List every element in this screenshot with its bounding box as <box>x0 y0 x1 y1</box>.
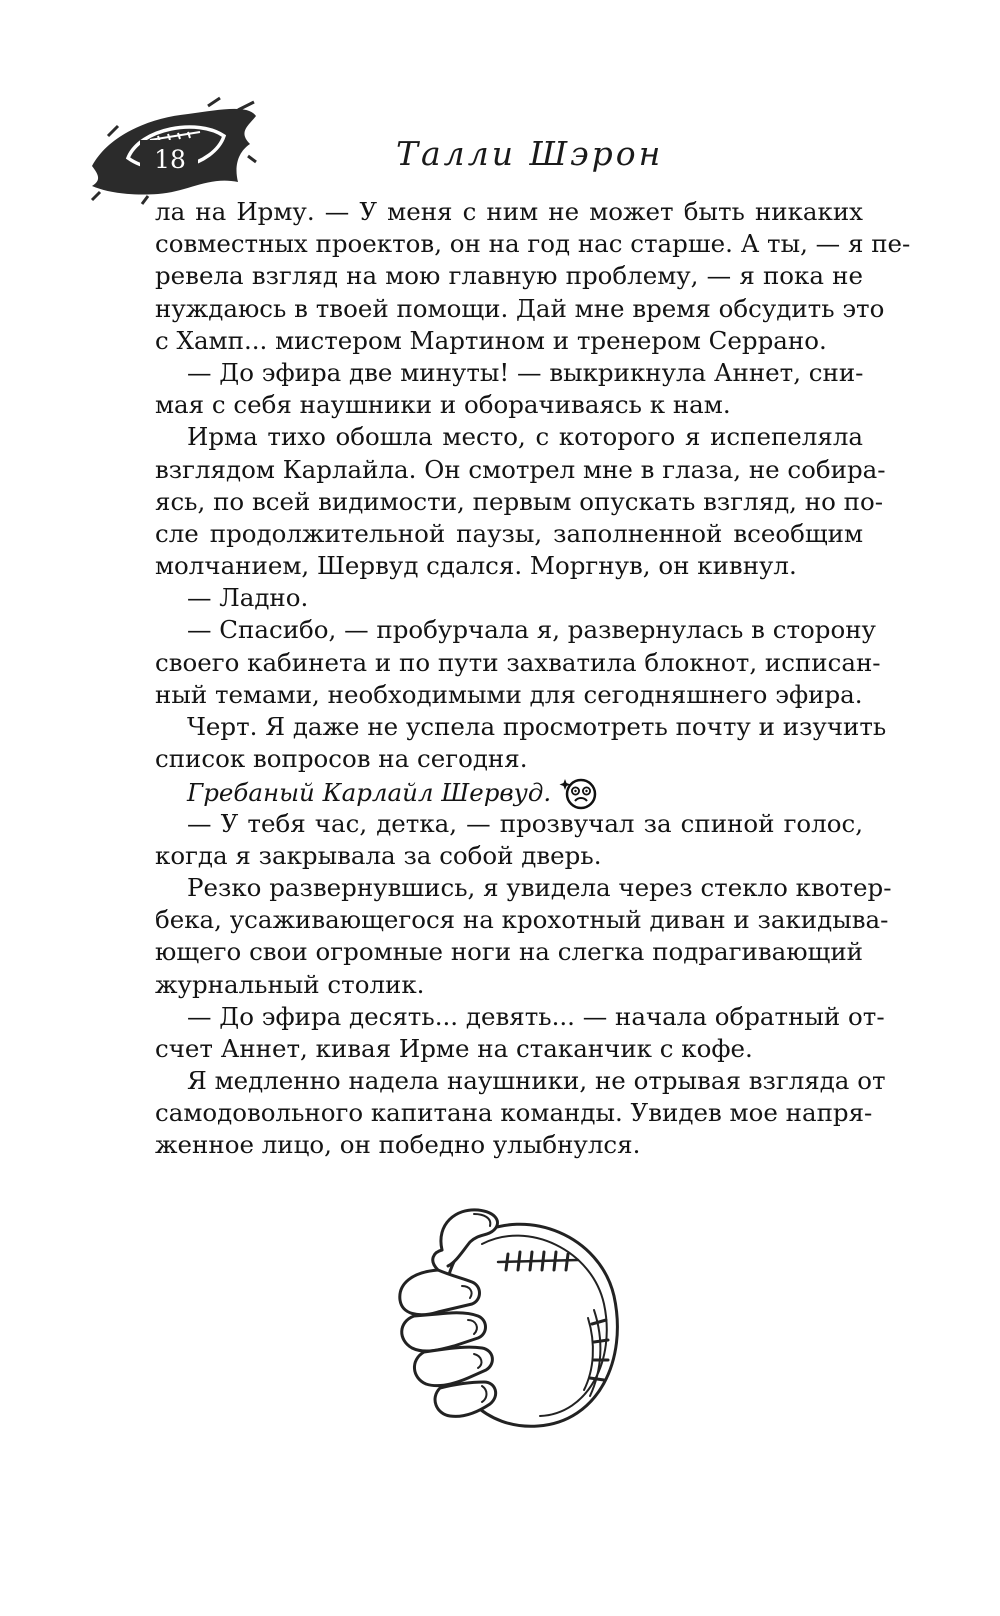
text-line <box>155 1129 863 1161</box>
text-line-content: молчанием, Шервуд сдался. Моргнув, он кивнул. <box>155 551 797 581</box>
text-line <box>155 325 863 357</box>
text-line-content: совместных проектов, он на год нас старше. А ты, — я пе- <box>155 229 911 259</box>
text-line-content: бека, усаживающегося на крохотный диван и закидыва- <box>155 905 889 935</box>
angry-face-emoji-icon <box>559 775 599 811</box>
text-line <box>155 421 863 453</box>
text-line-content: Я медленно надела наушники, не отрывая взгляда от <box>187 1066 886 1096</box>
text-line-content: — У тебя час, детка, — прозвучал за спиной голос, <box>187 808 863 838</box>
text-line <box>155 293 885 325</box>
page-number: 18 <box>154 144 186 174</box>
text-line <box>155 904 889 936</box>
text-line <box>155 357 863 389</box>
page-header <box>0 0 1000 210</box>
text-line-content: Гребаный Карлайл Шервуд. <box>187 778 552 808</box>
text-line-content: ющего свои огромные ноги на слегка подрагивающий <box>155 937 863 967</box>
text-line <box>155 808 863 840</box>
text-line-content: сле продолжительной паузы, заполненной всеобщим <box>155 518 863 548</box>
text-line <box>155 872 892 904</box>
text-line <box>155 647 881 679</box>
text-line-content: — До эфира десять... девять... — начала обратный от- <box>187 1001 885 1031</box>
text-line <box>155 775 863 807</box>
text-line <box>155 1097 873 1129</box>
text-line-content: с Хамп... мистером Мартином и тренером Серрано. <box>155 325 827 355</box>
text-line-content: — Спасибо, — пробурчала я, развернулась в сторону <box>187 615 876 645</box>
text-line <box>155 1065 886 1097</box>
text-line <box>155 196 863 228</box>
text-line <box>155 1001 885 1033</box>
text-line <box>155 969 863 1001</box>
text-line-content: Черт. Я даже не успела просмотреть почту и изучить <box>187 712 887 741</box>
text-line <box>155 228 911 260</box>
text-line-content: ясь, по всей видимости, первым опускать взгляд, но по- <box>155 486 883 516</box>
body-text <box>155 196 911 1162</box>
text-line <box>155 518 863 550</box>
text-line-content: самодовольного капитана команды. Увидев мое напря- <box>155 1098 873 1128</box>
text-line <box>155 550 863 582</box>
text-line-content: женное лицо, он победно улыбнулся. <box>155 1130 641 1160</box>
text-line <box>155 679 863 711</box>
text-line-content: своего кабинета и по пути захватила блокнот, исписан- <box>155 647 881 677</box>
text-line-content: ла на Ирму. — У меня с ним не может быть никаких <box>155 197 863 226</box>
text-line <box>155 260 863 292</box>
text-line-content: Резко развернувшись, я увидела через стекло квотер- <box>187 872 892 902</box>
text-line <box>155 743 863 775</box>
text-line-content: — Ладно. <box>187 583 309 613</box>
text-line-content: мая с себя наушники и оборачиваясь к нам. <box>155 390 731 420</box>
text-line <box>155 454 886 486</box>
text-line <box>155 840 863 872</box>
running-head-author: Талли Шэрон <box>396 134 664 173</box>
text-line-content: ревела взгляд на мою главную проблему, — я пока не <box>155 261 863 291</box>
text-line-content: взглядом Карлайла. Он смотрел мне в глаза, не собира- <box>155 454 886 484</box>
text-line-content: список вопросов на сегодня. <box>155 744 528 774</box>
text-line <box>155 582 863 614</box>
text-line-content: Ирма тихо обошла место, с которого я испепеляла <box>187 422 863 452</box>
text-line <box>155 1033 863 1065</box>
text-line-content: журнальный столик. <box>155 969 425 999</box>
text-line-content: счет Аннет, кивая Ирме на стаканчик с кофе. <box>155 1033 753 1063</box>
text-line <box>155 711 887 743</box>
text-line-content: ный темами, необходимыми для сегодняшнего эфира. <box>155 679 863 709</box>
text-line-content: — До эфира две минуты! — выкрикнула Аннет, сни- <box>187 357 864 387</box>
text-line <box>155 614 876 646</box>
text-line <box>155 486 883 518</box>
text-line <box>155 936 863 968</box>
text-line-content: когда я закрывала за собой дверь. <box>155 840 602 870</box>
text-line <box>155 389 863 421</box>
text-line-content: нуждаюсь в твоей помощи. Дай мне время обсудить это <box>155 293 885 323</box>
hand-holding-football-icon <box>378 1200 628 1436</box>
